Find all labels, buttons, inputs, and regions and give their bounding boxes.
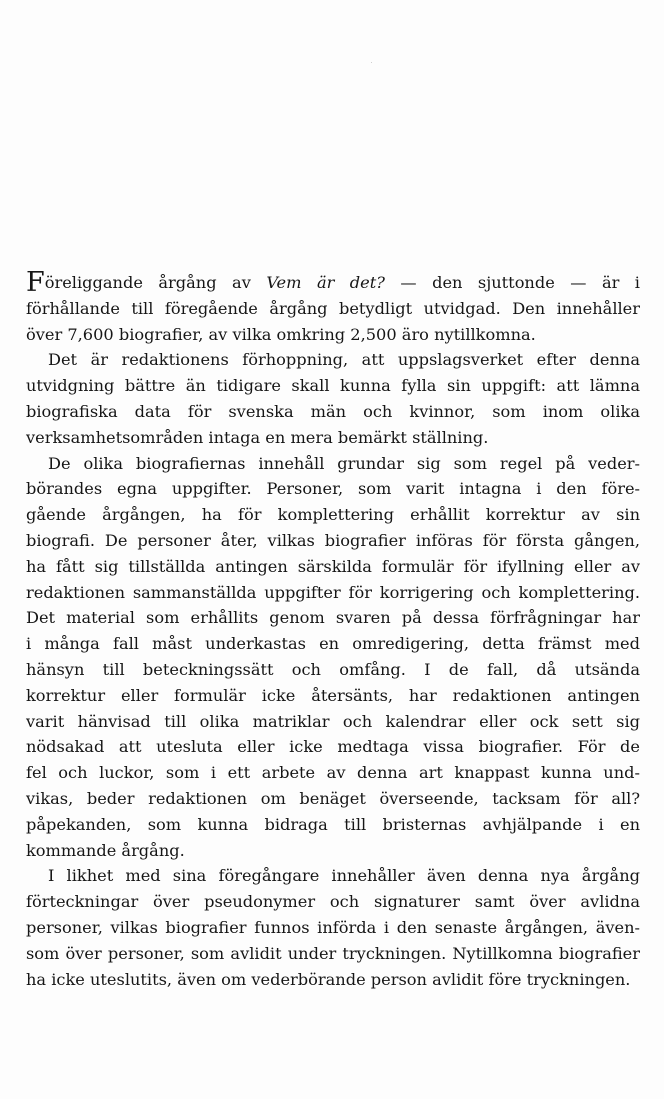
text-run: biografi. De personer åter, vilkas biografier införas för första gången, [26, 530, 640, 550]
text-line [26, 838, 640, 864]
text-run: kommande årgång. [26, 840, 185, 860]
text-run: verksamhetsområden intaga en mera bemärkt ställning. [26, 427, 489, 447]
text-run: Det material som erhållits genom svaren på dessa förfrågningar har [26, 608, 640, 628]
text-line [26, 528, 640, 554]
text-run: De olika biografiernas innehåll grundar sig som regel på veder- [48, 453, 640, 473]
text-run: som över personer, som avlidit under tryckningen. Nytillkomna biografier [26, 943, 640, 963]
drop-cap: F [26, 267, 45, 298]
text-line [26, 683, 640, 709]
paper-speck [371, 62, 372, 63]
text-run: personer, vilkas biografier funnos införda i den senaste årgången, även- [26, 917, 640, 937]
text-line [26, 580, 640, 606]
text-run: förhållande till föregående årgång betydligt utvidgad. Den innehåller [26, 298, 640, 318]
text-run: över 7,600 biografier, av vilka omkring 2,500 äro nytillkomna. [26, 324, 536, 344]
text-line [26, 709, 640, 735]
text-line [26, 476, 640, 502]
text-line [26, 451, 640, 477]
text-line [26, 267, 640, 298]
text-line [26, 296, 640, 322]
book-title: Vem är det? [266, 273, 385, 292]
text-line [26, 941, 640, 967]
foreword-text [26, 267, 640, 992]
text-run: nödsakad att utesluta eller icke medtaga vissa biografier. För de [26, 737, 640, 757]
text-line [26, 889, 640, 915]
text-run: ha icke uteslutits, även om vederbörande person avlidit före tryckningen. [26, 969, 631, 989]
text-run: påpekanden, som kunna bidraga till bristernas avhjälpande i en [26, 814, 640, 834]
text-run: I likhet med sina föregångare innehåller även denna nya årgång [48, 866, 640, 886]
text-line [26, 425, 640, 451]
text-run: biografiska data för svenska män och kvinnor, som inom olika [26, 401, 640, 421]
text-run: korrektur eller formulär icke återsänts, har redaktionen antingen [26, 685, 640, 705]
text-run: öreliggande årgång av [44, 273, 267, 292]
text-line [26, 812, 640, 838]
text-line [26, 760, 640, 786]
text-line [26, 863, 640, 889]
text-run: vikas, beder redaktionen om benäget överseende, tacksam för all? [26, 788, 640, 808]
text-line [26, 605, 640, 631]
text-run: hänsyn till beteckningssätt och omfång. I de fall, då utsända [26, 659, 640, 679]
text-run: Det är redaktionens förhoppning, att uppslagsverket efter denna [48, 350, 640, 370]
text-run: varit hänvisad till olika matriklar och kalendrar eller ock sett sig [26, 711, 640, 731]
text-line [26, 657, 640, 683]
text-line [26, 786, 640, 812]
text-run: fel och luckor, som i ett arbete av denna art knappast kunna und- [26, 763, 640, 783]
text-run: i många fall måst underkastas en omredigering, detta främst med [26, 634, 640, 654]
text-run: — den sjuttonde — är i [384, 273, 640, 292]
text-line [26, 399, 640, 425]
text-line [26, 915, 640, 941]
text-run: redaktionen sammanställda uppgifter för korrigering och komplettering. [26, 582, 640, 602]
text-line [26, 967, 640, 993]
text-run: ha fått sig tillställda antingen särskilda formulär för ifyllning eller av [26, 556, 640, 576]
text-run: utvidgning bättre än tidigare skall kunna fylla sin uppgift: att lämna [26, 376, 640, 396]
text-run: förteckningar över pseudonymer och signaturer samt över avlidna [26, 892, 640, 912]
text-line [26, 373, 640, 399]
text-line [26, 554, 640, 580]
text-run: börandes egna uppgifter. Personer, som varit intagna i den före- [26, 479, 640, 499]
text-line [26, 502, 640, 528]
text-run: gående årgången, ha för komplettering erhållit korrektur av sin [26, 505, 640, 525]
text-line [26, 631, 640, 657]
text-line [26, 347, 640, 373]
text-line [26, 734, 640, 760]
text-line [26, 322, 640, 348]
